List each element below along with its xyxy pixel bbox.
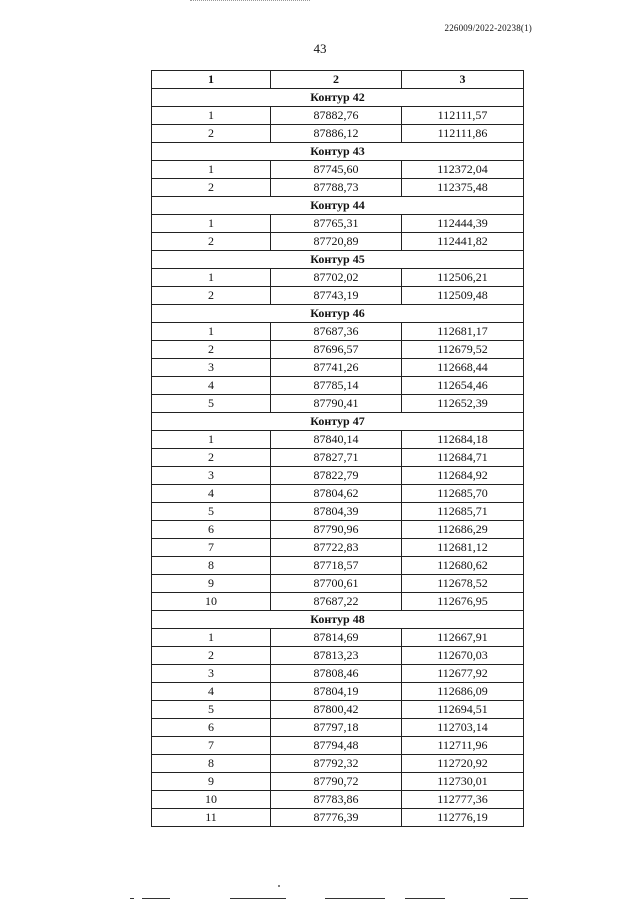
y-coordinate-cell: 112679,52 <box>402 341 524 359</box>
x-coordinate-cell: 87785,14 <box>271 377 402 395</box>
point-number-cell: 2 <box>152 233 271 251</box>
table-row <box>152 215 524 233</box>
point-number-cell: 5 <box>152 503 271 521</box>
point-number-cell: 2 <box>152 125 271 143</box>
y-coordinate-cell: 112711,96 <box>402 737 524 755</box>
y-coordinate-cell: 112681,12 <box>402 539 524 557</box>
table-row <box>152 737 524 755</box>
point-number-cell: 4 <box>152 485 271 503</box>
point-number-cell: 2 <box>152 179 271 197</box>
y-coordinate-cell: 112685,70 <box>402 485 524 503</box>
y-coordinate-cell: 112506,21 <box>402 269 524 287</box>
page-number: 43 <box>313 41 327 56</box>
x-coordinate-cell: 87783,86 <box>271 791 402 809</box>
contour-title: Контур 48 <box>152 611 524 629</box>
y-coordinate-cell: 112111,57 <box>402 107 524 125</box>
table-row <box>152 287 524 305</box>
y-coordinate-cell: 112654,46 <box>402 377 524 395</box>
point-number-cell: 4 <box>152 683 271 701</box>
table-row <box>152 683 524 701</box>
y-coordinate-cell: 112676,95 <box>402 593 524 611</box>
table-row <box>152 125 524 143</box>
point-number-cell: 4 <box>152 377 271 395</box>
contour-title-row <box>152 251 524 269</box>
y-coordinate-cell: 112441,82 <box>402 233 524 251</box>
contour-title-row <box>152 89 524 107</box>
contour-title: Контур 42 <box>152 89 524 107</box>
x-coordinate-cell: 87822,79 <box>271 467 402 485</box>
y-coordinate-cell: 112668,44 <box>402 359 524 377</box>
table-row <box>152 701 524 719</box>
table-row <box>152 521 524 539</box>
table-row <box>152 341 524 359</box>
point-number-cell: 1 <box>152 629 271 647</box>
document-number: 226009/2022-20238(1) <box>444 23 532 33</box>
contour-title-row <box>152 197 524 215</box>
x-coordinate-cell: 87808,46 <box>271 665 402 683</box>
point-number-cell: 2 <box>152 647 271 665</box>
table-row <box>152 593 524 611</box>
table-row <box>152 269 524 287</box>
x-coordinate-cell: 87776,39 <box>271 809 402 827</box>
point-number-cell: 2 <box>152 341 271 359</box>
column-header-3: 3 <box>402 71 524 89</box>
y-coordinate-cell: 112652,39 <box>402 395 524 413</box>
y-coordinate-cell: 112670,03 <box>402 647 524 665</box>
column-header-2: 2 <box>271 71 402 89</box>
x-coordinate-cell: 87702,02 <box>271 269 402 287</box>
y-coordinate-cell: 112777,36 <box>402 791 524 809</box>
y-coordinate-cell: 112684,18 <box>402 431 524 449</box>
y-coordinate-cell: 112375,48 <box>402 179 524 197</box>
point-number-cell: 3 <box>152 359 271 377</box>
point-number-cell: 10 <box>152 593 271 611</box>
point-number-cell: 9 <box>152 575 271 593</box>
point-number-cell: 1 <box>152 107 271 125</box>
x-coordinate-cell: 87827,71 <box>271 449 402 467</box>
y-coordinate-cell: 112111,86 <box>402 125 524 143</box>
x-coordinate-cell: 87804,62 <box>271 485 402 503</box>
x-coordinate-cell: 87794,48 <box>271 737 402 755</box>
contour-title-row <box>152 143 524 161</box>
contour-title-row <box>152 413 524 431</box>
table-row <box>152 359 524 377</box>
y-coordinate-cell: 112678,52 <box>402 575 524 593</box>
point-number-cell: 7 <box>152 737 271 755</box>
table-row <box>152 377 524 395</box>
y-coordinate-cell: 112684,71 <box>402 449 524 467</box>
x-coordinate-cell: 87718,57 <box>271 557 402 575</box>
point-number-cell: 10 <box>152 791 271 809</box>
contour-title: Контур 43 <box>152 143 524 161</box>
contour-title: Контур 45 <box>152 251 524 269</box>
table-row <box>152 629 524 647</box>
table-row <box>152 791 524 809</box>
x-coordinate-cell: 87800,42 <box>271 701 402 719</box>
y-coordinate-cell: 112444,39 <box>402 215 524 233</box>
table-row <box>152 539 524 557</box>
point-number-cell: 3 <box>152 665 271 683</box>
point-number-cell: 8 <box>152 557 271 575</box>
x-coordinate-cell: 87722,83 <box>271 539 402 557</box>
point-number-cell: 1 <box>152 323 271 341</box>
x-coordinate-cell: 87687,36 <box>271 323 402 341</box>
y-coordinate-cell: 112680,62 <box>402 557 524 575</box>
table-row <box>152 665 524 683</box>
scan-artifact-bottom-lines <box>130 896 530 902</box>
table-row <box>152 161 524 179</box>
contour-title-row <box>152 305 524 323</box>
table-row <box>152 449 524 467</box>
table-row <box>152 467 524 485</box>
point-number-cell: 1 <box>152 161 271 179</box>
column-header-1: 1 <box>152 71 271 89</box>
table-row <box>152 431 524 449</box>
x-coordinate-cell: 87797,18 <box>271 719 402 737</box>
x-coordinate-cell: 87700,61 <box>271 575 402 593</box>
point-number-cell: 1 <box>152 215 271 233</box>
table-row <box>152 557 524 575</box>
point-number-cell: 7 <box>152 539 271 557</box>
y-coordinate-cell: 112509,48 <box>402 287 524 305</box>
x-coordinate-cell: 87720,89 <box>271 233 402 251</box>
y-coordinate-cell: 112686,09 <box>402 683 524 701</box>
table-row <box>152 575 524 593</box>
x-coordinate-cell: 87882,76 <box>271 107 402 125</box>
point-number-cell: 6 <box>152 521 271 539</box>
contour-title: Контур 44 <box>152 197 524 215</box>
point-number-cell: 11 <box>152 809 271 827</box>
table-row <box>152 719 524 737</box>
y-coordinate-cell: 112694,51 <box>402 701 524 719</box>
x-coordinate-cell: 87790,72 <box>271 773 402 791</box>
contour-title-row <box>152 611 524 629</box>
table-row <box>152 755 524 773</box>
y-coordinate-cell: 112720,92 <box>402 755 524 773</box>
point-number-cell: 2 <box>152 449 271 467</box>
point-number-cell: 5 <box>152 701 271 719</box>
x-coordinate-cell: 87743,19 <box>271 287 402 305</box>
point-number-cell: 9 <box>152 773 271 791</box>
x-coordinate-cell: 87687,22 <box>271 593 402 611</box>
y-coordinate-cell: 112372,04 <box>402 161 524 179</box>
x-coordinate-cell: 87788,73 <box>271 179 402 197</box>
table-row <box>152 323 524 341</box>
x-coordinate-cell: 87792,32 <box>271 755 402 773</box>
y-coordinate-cell: 112776,19 <box>402 809 524 827</box>
y-coordinate-cell: 112677,92 <box>402 665 524 683</box>
contour-title: Контур 47 <box>152 413 524 431</box>
coordinates-table <box>151 70 524 827</box>
table-row <box>152 485 524 503</box>
table-row <box>152 233 524 251</box>
table-row <box>152 179 524 197</box>
x-coordinate-cell: 87745,60 <box>271 161 402 179</box>
x-coordinate-cell: 87840,14 <box>271 431 402 449</box>
y-coordinate-cell: 112685,71 <box>402 503 524 521</box>
x-coordinate-cell: 87804,39 <box>271 503 402 521</box>
y-coordinate-cell: 112686,29 <box>402 521 524 539</box>
point-number-cell: 1 <box>152 431 271 449</box>
x-coordinate-cell: 87886,12 <box>271 125 402 143</box>
y-coordinate-cell: 112703,14 <box>402 719 524 737</box>
point-number-cell: 8 <box>152 755 271 773</box>
x-coordinate-cell: 87804,19 <box>271 683 402 701</box>
table-row <box>152 773 524 791</box>
y-coordinate-cell: 112730,01 <box>402 773 524 791</box>
contour-title: Контур 46 <box>152 305 524 323</box>
table-header-row <box>152 71 524 89</box>
coordinates-table-body <box>152 71 524 827</box>
x-coordinate-cell: 87790,96 <box>271 521 402 539</box>
point-number-cell: 5 <box>152 395 271 413</box>
x-coordinate-cell: 87814,69 <box>271 629 402 647</box>
table-row <box>152 809 524 827</box>
table-row <box>152 503 524 521</box>
point-number-cell: 1 <box>152 269 271 287</box>
y-coordinate-cell: 112667,91 <box>402 629 524 647</box>
x-coordinate-cell: 87765,31 <box>271 215 402 233</box>
y-coordinate-cell: 112681,17 <box>402 323 524 341</box>
table-row <box>152 647 524 665</box>
x-coordinate-cell: 87813,23 <box>271 647 402 665</box>
table-row <box>152 107 524 125</box>
table-row <box>152 395 524 413</box>
scan-artifact-dot <box>278 885 280 887</box>
x-coordinate-cell: 87790,41 <box>271 395 402 413</box>
x-coordinate-cell: 87696,57 <box>271 341 402 359</box>
y-coordinate-cell: 112684,92 <box>402 467 524 485</box>
point-number-cell: 2 <box>152 287 271 305</box>
point-number-cell: 3 <box>152 467 271 485</box>
point-number-cell: 6 <box>152 719 271 737</box>
scan-artifact-line <box>190 0 310 3</box>
x-coordinate-cell: 87741,26 <box>271 359 402 377</box>
